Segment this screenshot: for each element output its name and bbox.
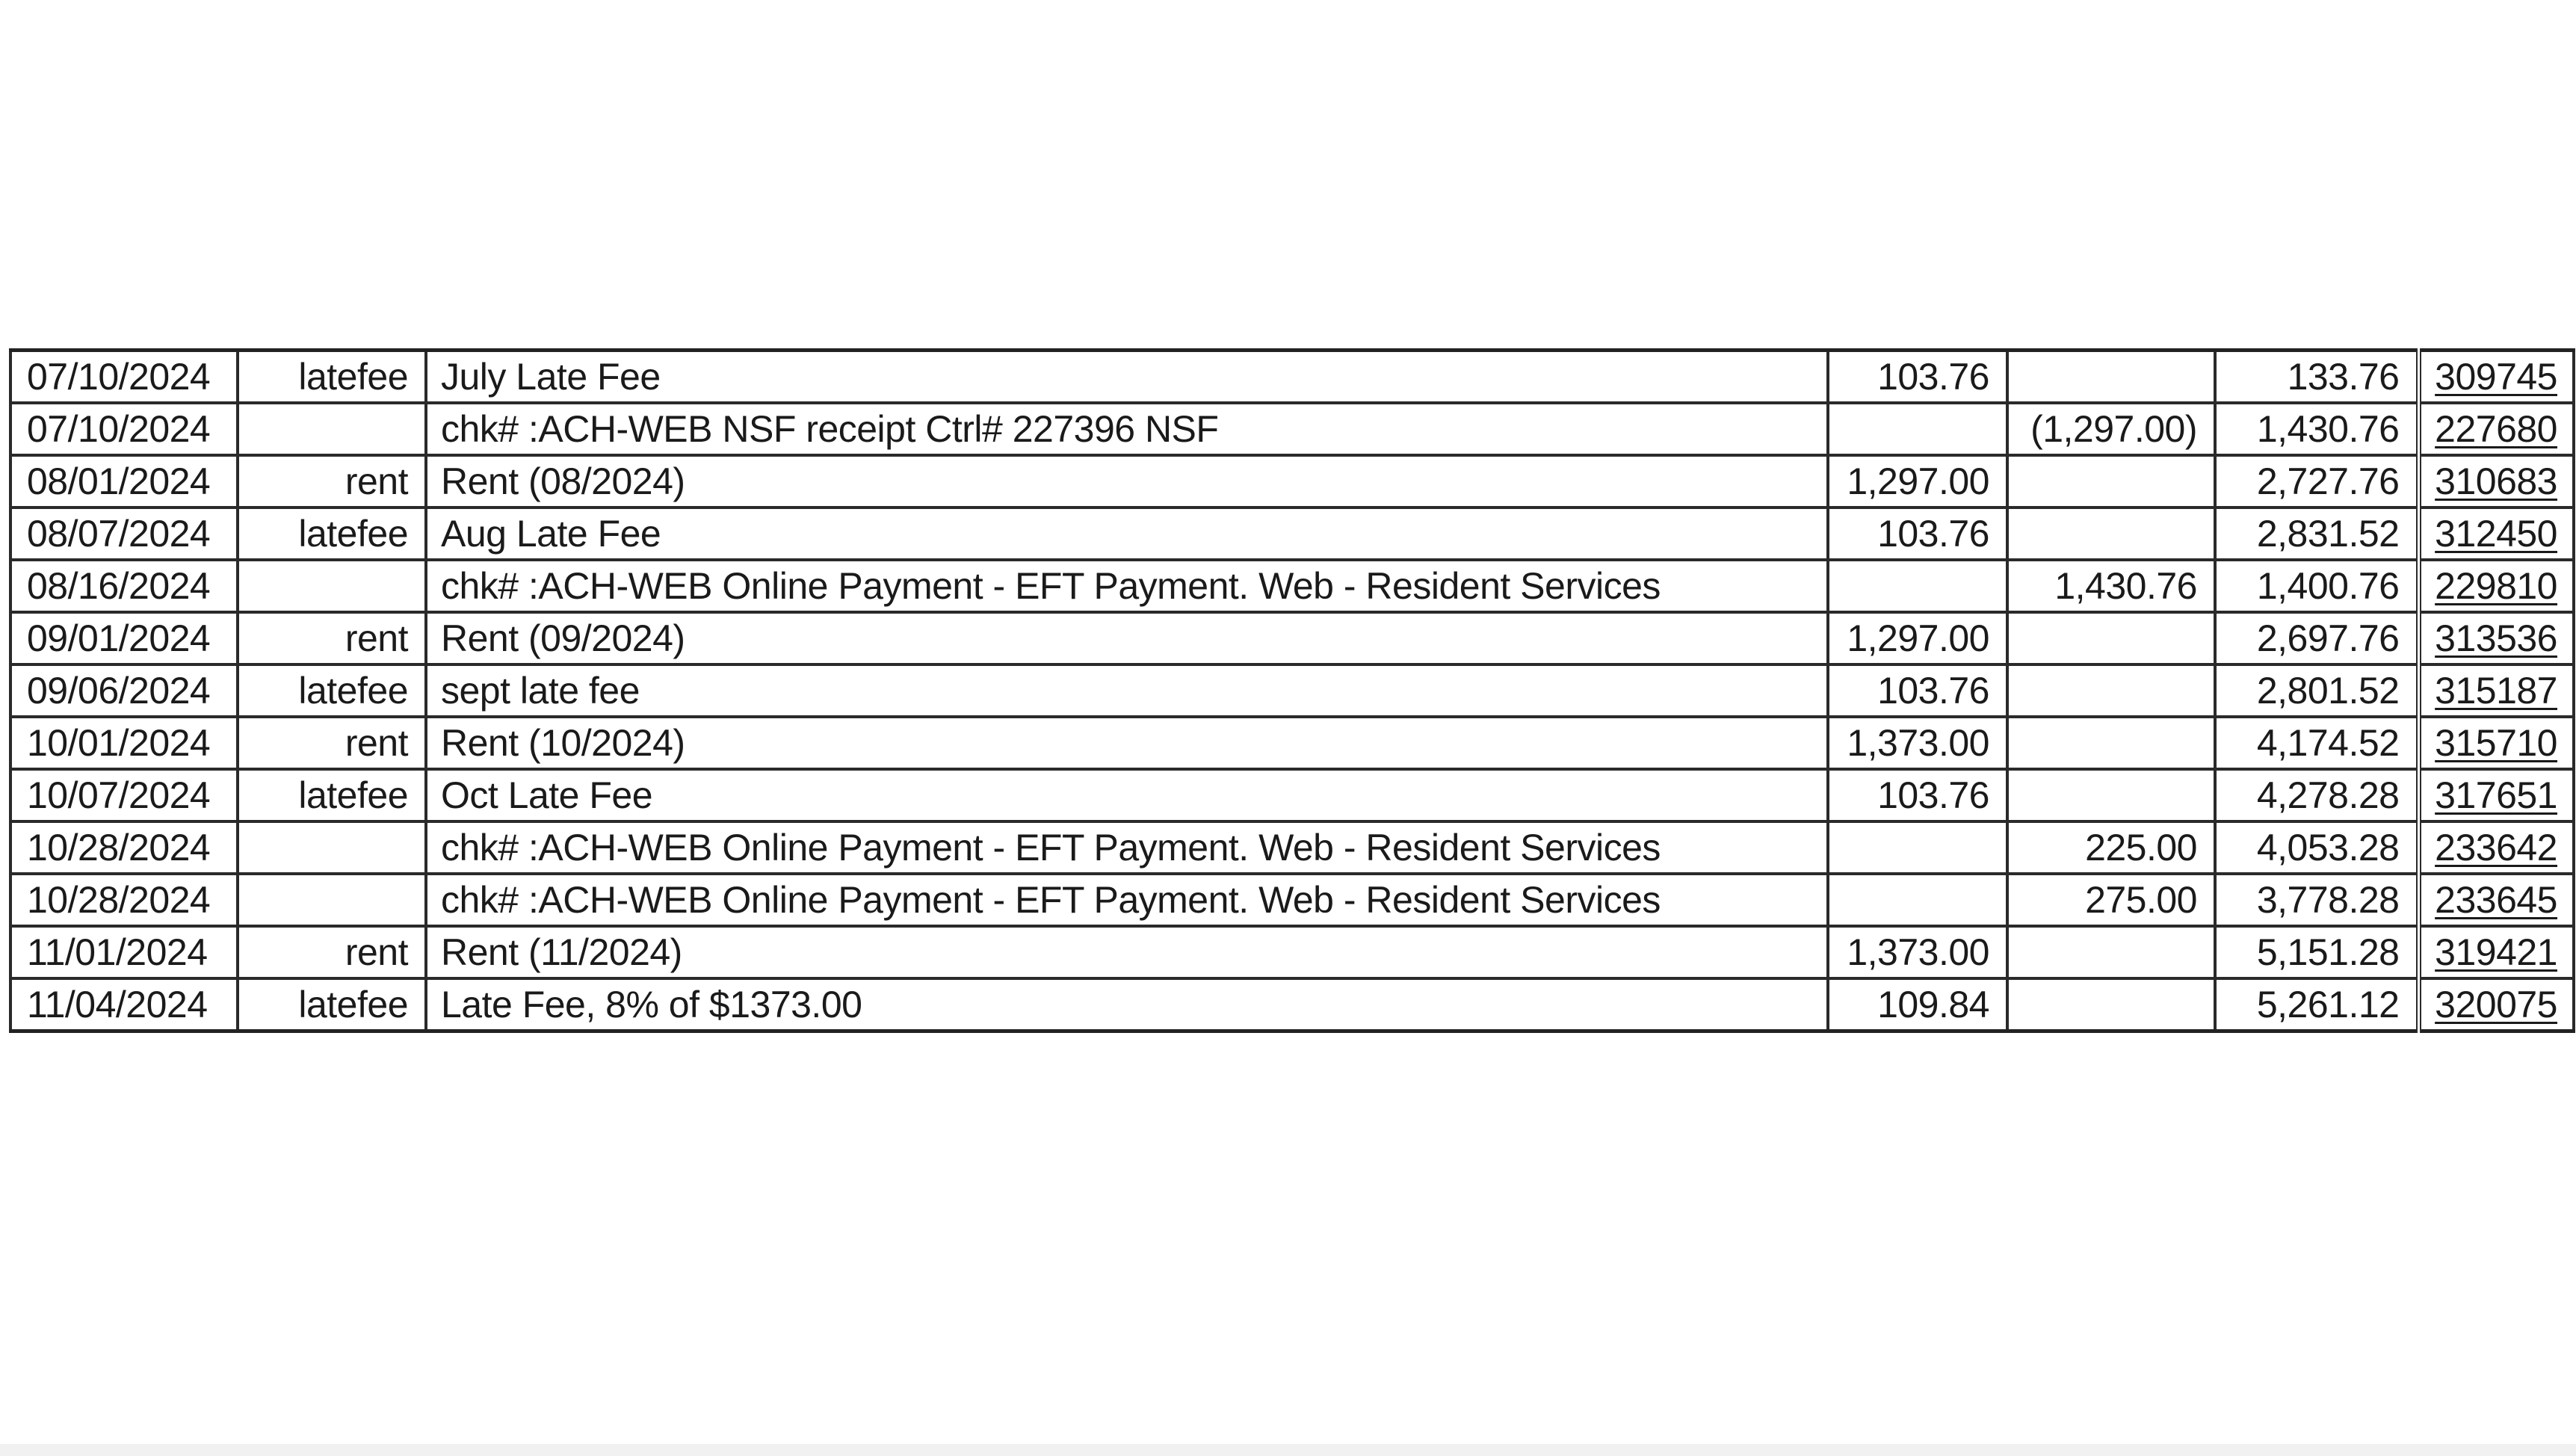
charge-code: rent (238, 455, 426, 508)
running-balance: 4,053.28 (2215, 821, 2418, 874)
transaction-date: 09/06/2024 (10, 664, 238, 717)
transaction-date: 08/01/2024 (10, 455, 238, 508)
transaction-description: Rent (08/2024) (426, 455, 1828, 508)
charge-amount: 1,297.00 (1828, 612, 2007, 664)
reference-number (2418, 508, 2574, 560)
charge-amount (1828, 403, 2007, 455)
payment-amount (2007, 978, 2215, 1031)
reference-number (2418, 664, 2574, 717)
charge-amount: 103.76 (1828, 664, 2007, 717)
reference-link: 320075 (2435, 984, 2557, 1025)
payment-amount: 1,430.76 (2007, 560, 2215, 612)
charge-code (238, 821, 426, 874)
payment-amount (2007, 351, 2215, 404)
charge-amount (1828, 560, 2007, 612)
reference-link: 315710 (2435, 722, 2557, 764)
running-balance: 2,831.52 (2215, 508, 2418, 560)
transaction-description: Rent (09/2024) (426, 612, 1828, 664)
reference-link: 315187 (2435, 670, 2557, 712)
ledger-row (10, 612, 2574, 664)
charge-code: rent (238, 717, 426, 769)
reference-number (2418, 769, 2574, 821)
reference-link: 317651 (2435, 774, 2557, 816)
page-edge (0, 1444, 2576, 1456)
running-balance: 5,261.12 (2215, 978, 2418, 1031)
ledger-row (10, 351, 2574, 404)
transaction-date: 10/07/2024 (10, 769, 238, 821)
transaction-date: 08/16/2024 (10, 560, 238, 612)
running-balance: 1,400.76 (2215, 560, 2418, 612)
ledger-row (10, 978, 2574, 1031)
reference-link: 233645 (2435, 879, 2557, 921)
running-balance: 2,801.52 (2215, 664, 2418, 717)
charge-amount: 103.76 (1828, 351, 2007, 404)
transaction-description: July Late Fee (426, 351, 1828, 404)
running-balance: 133.76 (2215, 351, 2418, 404)
charge-code: latefee (238, 351, 426, 404)
payment-amount (2007, 508, 2215, 560)
payment-amount (2007, 717, 2215, 769)
reference-number (2418, 560, 2574, 612)
charge-amount: 109.84 (1828, 978, 2007, 1031)
running-balance: 5,151.28 (2215, 926, 2418, 978)
reference-number (2418, 403, 2574, 455)
charge-amount (1828, 821, 2007, 874)
ledger-row (10, 769, 2574, 821)
transaction-date: 08/07/2024 (10, 508, 238, 560)
transaction-description: Rent (11/2024) (426, 926, 1828, 978)
running-balance: 2,697.76 (2215, 612, 2418, 664)
reference-link: 319421 (2435, 931, 2557, 973)
payment-amount: 225.00 (2007, 821, 2215, 874)
charge-code: rent (238, 612, 426, 664)
reference-number (2418, 821, 2574, 874)
ledger-row (10, 874, 2574, 926)
charge-amount: 103.76 (1828, 769, 2007, 821)
reference-link: 233642 (2435, 827, 2557, 869)
reference-link: 229810 (2435, 565, 2557, 607)
charge-code: rent (238, 926, 426, 978)
transaction-description: Rent (10/2024) (426, 717, 1828, 769)
charge-amount: 1,373.00 (1828, 717, 2007, 769)
running-balance: 3,778.28 (2215, 874, 2418, 926)
reference-link: 312450 (2435, 513, 2557, 555)
ledger-row (10, 717, 2574, 769)
charge-code (238, 560, 426, 612)
charge-amount: 1,297.00 (1828, 455, 2007, 508)
reference-link: 313536 (2435, 617, 2557, 659)
transaction-date: 07/10/2024 (10, 351, 238, 404)
charge-amount: 1,373.00 (1828, 926, 2007, 978)
payment-amount (2007, 769, 2215, 821)
ledger-row (10, 664, 2574, 717)
running-balance: 1,430.76 (2215, 403, 2418, 455)
transaction-date: 10/28/2024 (10, 821, 238, 874)
reference-number (2418, 926, 2574, 978)
transaction-date: 11/04/2024 (10, 978, 238, 1031)
transaction-description: chk# :ACH-WEB Online Payment - EFT Payment. Web - Resident Services (426, 560, 1828, 612)
charge-amount: 103.76 (1828, 508, 2007, 560)
payment-amount (2007, 455, 2215, 508)
transaction-description: Late Fee, 8% of $1373.00 (426, 978, 1828, 1031)
charge-code: latefee (238, 978, 426, 1031)
transaction-description: chk# :ACH-WEB Online Payment - EFT Payment. Web - Resident Services (426, 821, 1828, 874)
payment-amount (2007, 926, 2215, 978)
payment-amount: (1,297.00) (2007, 403, 2215, 455)
reference-number (2418, 978, 2574, 1031)
charge-amount (1828, 874, 2007, 926)
reference-number (2418, 455, 2574, 508)
ledger-row (10, 455, 2574, 508)
ledger-row (10, 403, 2574, 455)
transaction-description: chk# :ACH-WEB NSF receipt Ctrl# 227396 NSF (426, 403, 1828, 455)
ledger-row (10, 926, 2574, 978)
ledger-row (10, 821, 2574, 874)
charge-code (238, 874, 426, 926)
payment-amount: 275.00 (2007, 874, 2215, 926)
running-balance: 4,174.52 (2215, 717, 2418, 769)
payment-amount (2007, 664, 2215, 717)
transaction-date: 11/01/2024 (10, 926, 238, 978)
reference-number (2418, 612, 2574, 664)
reference-number (2418, 351, 2574, 404)
reference-link: 310683 (2435, 460, 2557, 502)
running-balance: 2,727.76 (2215, 455, 2418, 508)
transaction-date: 09/01/2024 (10, 612, 238, 664)
charge-code: latefee (238, 508, 426, 560)
running-balance: 4,278.28 (2215, 769, 2418, 821)
payment-amount (2007, 612, 2215, 664)
reference-number (2418, 874, 2574, 926)
transaction-date: 07/10/2024 (10, 403, 238, 455)
ledger-rows (10, 351, 2574, 1031)
charge-code (238, 403, 426, 455)
charge-code: latefee (238, 664, 426, 717)
charge-code: latefee (238, 769, 426, 821)
transaction-date: 10/28/2024 (10, 874, 238, 926)
transaction-description: sept late fee (426, 664, 1828, 717)
ledger-row (10, 560, 2574, 612)
transaction-date: 10/01/2024 (10, 717, 238, 769)
ledger-table (9, 348, 2575, 1033)
transaction-description: chk# :ACH-WEB Online Payment - EFT Payment. Web - Resident Services (426, 874, 1828, 926)
reference-link: 309745 (2435, 356, 2557, 398)
reference-link: 227680 (2435, 408, 2557, 450)
ledger-row (10, 508, 2574, 560)
reference-number (2418, 717, 2574, 769)
transaction-description: Oct Late Fee (426, 769, 1828, 821)
transaction-description: Aug Late Fee (426, 508, 1828, 560)
